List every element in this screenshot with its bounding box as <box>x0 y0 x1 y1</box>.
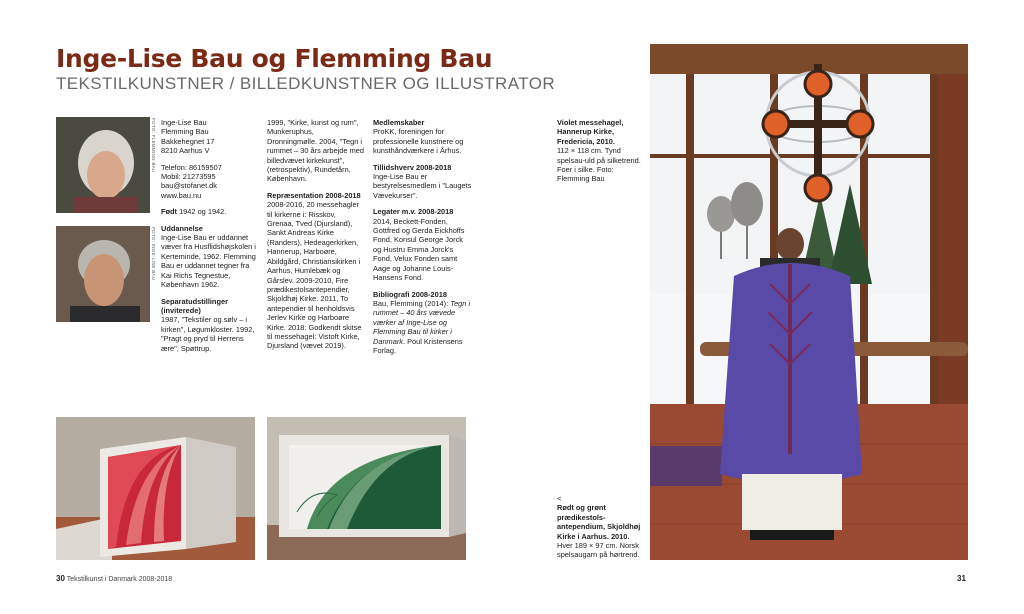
caption-antependium <box>557 494 647 560</box>
born-label: Født <box>161 207 178 217</box>
caption-antependium-text: Hver 189 × 97 cm. Norsk spelsaugarn på hørtrend. <box>557 541 640 560</box>
membership-text: ProKK, foreningen for professionelle kunstnere og kunsthåndværkere i Århus. <box>373 127 464 156</box>
education-heading: Uddannelse <box>161 223 203 233</box>
footer-publication: Tekstilkunst i Danmark 2008-2018 <box>66 576 173 583</box>
caption-arrow: < <box>557 494 562 503</box>
photo-green-antependium <box>267 417 466 560</box>
page-number-right: 31 <box>957 574 966 583</box>
bibliography-publisher: . Poul Kristensens Forlag. <box>373 336 463 355</box>
grants-heading: Legater m.v. 2008-2018 <box>373 207 454 217</box>
page-subtitle: TEKSTILKUNSTNER / BILLEDKUNSTNER OG ILLUSTRATOR <box>56 74 555 93</box>
membership-heading: Medlemskaber <box>373 118 425 127</box>
contact-line: Bakkehegnet 17 <box>161 136 215 146</box>
representation-heading: Repræsentation 2008-2018 <box>267 190 361 200</box>
footer-left <box>56 574 172 583</box>
exhibitions-continued: 1999, "Kirke, kunst og rum", Munkeruphus, Dronningmølle. 2004, "Tegn i rummet – 30 års arbejde med billedvævet kirkekunst", (retrospektiv), Rundetårn, København. <box>267 118 364 184</box>
contact-mobile: Mobil: 21273595 <box>161 172 216 182</box>
grants-text: 2014, Beckett-Fonden, Gottfred og Gerda Eickhoffs Fond, Konsul George Jorck og Hustru Emma Jorck's Fond, Velux Fonden samt Aage og Johanne Louis-Hansens Fond. <box>373 216 465 283</box>
representation-text: 2008-2016, 20 messehagler til kirkerne i: Risskov, Grenaa, Tved (Djursland), Sankt Andreas Kirke (Randers), Hedeagerkirken, Hannerup, Harboøre, Abildgård, Christiansikirken i Aarhus, Humlebæk og Gårslev. 2009-2010, Fire prædikestolsantependier, Skjoldhøj Kirke. 2011, To antependier til henholdsvis Jerlev Kirke og Harboøre Kirke. 2018: Godkendt skitse til messehagel: Vistoft Kirke, Djursland (vævet 2019). <box>267 200 362 351</box>
contact-phone: Telefon: 86159507 <box>161 162 222 172</box>
caption-chasuble-text: 112 × 118 cm. Tynd spelsau-uld på silketrend. Foer i silke. Foto: Flemming Bau <box>557 146 641 184</box>
born-line <box>161 207 261 216</box>
photo-violet-chasuble <box>650 44 968 560</box>
caption-chasuble-title: Violet messehagel, Hannerup Kirke, Fredericia, 2010. <box>557 118 624 146</box>
text-column-1 <box>161 118 261 353</box>
photo-credit-2: FOTO: INGE-LISE BAU <box>151 227 156 281</box>
contact-line: 8210 Aarhus V <box>161 146 210 156</box>
bibliography-heading: Bibliografi 2008-2018 <box>373 289 447 299</box>
contact-line: Inge-Lise Bau <box>161 118 207 127</box>
bibliography-text <box>373 299 473 355</box>
page-number-left: 30 <box>56 574 65 583</box>
text-column-2 <box>267 118 364 351</box>
bibliography-author: Bau, Flemming (2014): <box>373 298 451 308</box>
education-text: Inge-Lise Bau er uddannet væver fra Husflidshøjskolen i Kerteminde, 1962. Flemming Bau er uddannet tegner fra Kai Richs Tegnestue, København 1962. <box>161 233 256 290</box>
portrait-inge-lise <box>56 117 150 213</box>
page-title: Inge-Lise Bau og Flemming Bau <box>56 44 493 73</box>
portrait-flemming <box>56 226 150 322</box>
caption-antependium-title: Rødt og grønt prædikestols-antependium, Skjoldhøj Kirke i Aarhus. 2010. <box>557 503 641 541</box>
photo-credit-1: FOTO: FLEMMING BAU <box>151 118 156 173</box>
text-column-3 <box>373 118 473 355</box>
exhibitions-heading: Separatudstillinger (inviterede) <box>161 296 228 315</box>
photo-red-antependium <box>56 417 255 560</box>
caption-chasuble <box>557 118 645 184</box>
contact-website: www.bau.nu <box>161 190 202 200</box>
contact-email: bau@stofanet.dk <box>161 181 217 191</box>
bibliography-book-title: Tegn i rummet – 40 års vævede værker af Inge-Lise og Flemming Bau til kirker i Danmark <box>373 298 471 346</box>
trust-heading: Tillidshverv 2008-2018 <box>373 162 452 172</box>
contact-line: Flemming Bau <box>161 127 209 137</box>
born-value: 1942 og 1942. <box>177 207 227 217</box>
exhibitions-text: 1987, "Tekstiler og sølv – i kirken", Løgumkloster. 1992, "Pragt og pryd til Herrens ære", Spøttrup. <box>161 315 255 353</box>
footer-right <box>957 574 966 583</box>
trust-text: Inge-Lise Bau er bestyrelsesmedlem i "Laugets Vævekurser". <box>373 172 472 200</box>
